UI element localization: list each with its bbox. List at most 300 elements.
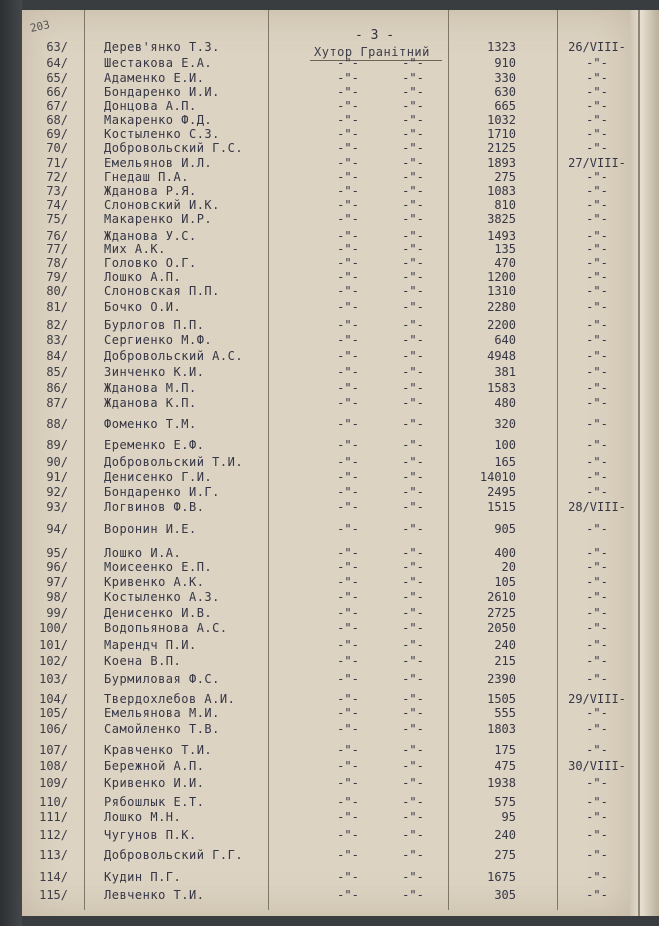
village-column-2: -"-	[402, 546, 424, 560]
person-name: Добровольский Г.Г.	[104, 848, 244, 862]
row-number: 103/	[39, 672, 68, 686]
table-row	[0, 229, 659, 243]
amount: 2390	[487, 672, 516, 686]
person-name: Кривенко А.К.	[104, 575, 205, 589]
village-column-2: -"-	[402, 212, 424, 226]
row-number: 90/	[46, 455, 68, 469]
village-column-2: -"-	[402, 654, 424, 668]
table-row	[0, 417, 659, 431]
amount: 1893	[487, 156, 516, 170]
village-column: -"-	[337, 888, 359, 902]
row-number: 74/	[46, 198, 68, 212]
person-name: Донцова А.П.	[104, 99, 197, 113]
row-number: 115/	[39, 888, 68, 902]
table-row	[0, 759, 659, 773]
person-name: Жданова Р.Я.	[104, 184, 197, 198]
amount: 275	[494, 170, 516, 184]
date: -"-	[586, 672, 608, 686]
table-row	[0, 270, 659, 284]
amount: 1493	[487, 229, 516, 243]
row-number: 76/	[46, 229, 68, 243]
row-number: 94/	[46, 522, 68, 536]
village-column-2: -"-	[402, 417, 424, 431]
row-number: 69/	[46, 127, 68, 141]
village-column: -"-	[337, 560, 359, 574]
village-column-2: -"-	[402, 621, 424, 635]
table-row	[0, 470, 659, 484]
row-number: 93/	[46, 500, 68, 514]
row-number: 104/	[39, 692, 68, 706]
amount: 2200	[487, 318, 516, 332]
date: -"-	[586, 365, 608, 379]
archive-number: 203	[28, 18, 52, 35]
village-column: -"-	[337, 300, 359, 314]
person-name: Добровольский А.С.	[104, 349, 244, 363]
row-number: 73/	[46, 184, 68, 198]
date: -"-	[586, 349, 608, 363]
date: -"-	[586, 99, 608, 113]
village-column: -"-	[337, 318, 359, 332]
village-column-2: -"-	[402, 722, 424, 736]
village-column: -"-	[337, 485, 359, 499]
table-row	[0, 71, 659, 85]
village-column: -"-	[337, 870, 359, 884]
person-name: Макаренко Ф.Д.	[104, 113, 213, 127]
table-row	[0, 560, 659, 574]
amount: 3825	[487, 212, 516, 226]
village-column: -"-	[337, 638, 359, 652]
village-column-2: -"-	[402, 759, 424, 773]
village-column-2: -"-	[402, 318, 424, 332]
row-number: 113/	[39, 848, 68, 862]
date: -"-	[586, 71, 608, 85]
row-number: 67/	[46, 99, 68, 113]
row-number: 112/	[39, 828, 68, 842]
village-column: -"-	[337, 113, 359, 127]
amount: 1323	[487, 40, 516, 54]
village-column-2: -"-	[402, 455, 424, 469]
table-row	[0, 141, 659, 155]
person-name: Емельянова М.И.	[104, 706, 220, 720]
table-row	[0, 212, 659, 226]
table-row	[0, 621, 659, 635]
village-column-2: -"-	[402, 828, 424, 842]
village-column-2: -"-	[402, 349, 424, 363]
village-column-2: -"-	[402, 470, 424, 484]
village-column: -"-	[337, 776, 359, 790]
date: -"-	[586, 318, 608, 332]
date: -"-	[586, 621, 608, 635]
table-row	[0, 333, 659, 347]
row-number: 81/	[46, 300, 68, 314]
amount: 470	[494, 256, 516, 270]
date: -"-	[586, 381, 608, 395]
village-column-2: -"-	[402, 141, 424, 155]
table-row	[0, 349, 659, 363]
person-name: Лошко М.Н.	[104, 810, 182, 824]
person-name: Бурлогов П.П.	[104, 318, 205, 332]
table-row	[0, 127, 659, 141]
village-column-2: -"-	[402, 198, 424, 212]
person-name: Коена В.П.	[104, 654, 182, 668]
date: -"-	[586, 706, 608, 720]
village-column-2: -"-	[402, 776, 424, 790]
person-name: Лошко И.А.	[104, 546, 182, 560]
person-name: Бережной А.П.	[104, 759, 205, 773]
amount: 240	[494, 638, 516, 652]
village-column: -"-	[337, 396, 359, 410]
table-row	[0, 396, 659, 410]
row-number: 87/	[46, 396, 68, 410]
village-column-2: -"-	[402, 99, 424, 113]
village-column-2: -"-	[402, 848, 424, 862]
village-column: -"-	[337, 270, 359, 284]
table-row	[0, 300, 659, 314]
village-column: -"-	[337, 500, 359, 514]
row-number: 66/	[46, 85, 68, 99]
village-column: -"-	[337, 810, 359, 824]
village-column-2: -"-	[402, 85, 424, 99]
person-name: Марендч П.И.	[104, 638, 197, 652]
date: -"-	[586, 333, 608, 347]
village-column: -"-	[337, 170, 359, 184]
date: -"-	[586, 184, 608, 198]
amount: 240	[494, 828, 516, 842]
amount: 400	[494, 546, 516, 560]
row-number: 106/	[39, 722, 68, 736]
village-column-2: -"-	[402, 672, 424, 686]
amount: 640	[494, 333, 516, 347]
village-column: -"-	[337, 470, 359, 484]
village-column: -"-	[337, 242, 359, 256]
person-name: Левченко Т.И.	[104, 888, 205, 902]
date: -"-	[586, 470, 608, 484]
person-name: Фоменко Т.М.	[104, 417, 197, 431]
table-row	[0, 85, 659, 99]
village-column: -"-	[337, 672, 359, 686]
date: -"-	[586, 638, 608, 652]
village-column-2: -"-	[402, 795, 424, 809]
row-number: 92/	[46, 485, 68, 499]
date: -"-	[586, 242, 608, 256]
table-row	[0, 606, 659, 620]
table-row	[0, 776, 659, 790]
date: -"-	[586, 56, 608, 70]
amount: 4948	[487, 349, 516, 363]
village-column: -"-	[337, 127, 359, 141]
row-number: 65/	[46, 71, 68, 85]
amount: 95	[501, 810, 516, 824]
date: 30/VIII-	[568, 759, 626, 773]
table-row	[0, 455, 659, 469]
village-column-2: -"-	[402, 396, 424, 410]
person-name: Рябошлык Е.Т.	[104, 795, 205, 809]
village-column-2: -"-	[402, 270, 424, 284]
village-column-2: -"-	[402, 870, 424, 884]
date: -"-	[586, 396, 608, 410]
village-column: -"-	[337, 455, 359, 469]
person-name: Лошко А.П.	[104, 270, 182, 284]
village-column-2: -"-	[402, 113, 424, 127]
row-number: 68/	[46, 113, 68, 127]
person-name: Твердохлебов А.И.	[104, 692, 236, 706]
person-name: Слоновский И.К.	[104, 198, 220, 212]
person-name: Еременко Е.Ф.	[104, 438, 205, 452]
person-name: Сергиенко М.Ф.	[104, 333, 213, 347]
village-column: -"-	[337, 349, 359, 363]
amount: 1200	[487, 270, 516, 284]
village-column: -"-	[337, 212, 359, 226]
amount: 1083	[487, 184, 516, 198]
table-row	[0, 672, 659, 686]
amount: 175	[494, 743, 516, 757]
amount: 105	[494, 575, 516, 589]
village-column-2: -"-	[402, 743, 424, 757]
table-row	[0, 848, 659, 862]
date: 28/VIII-	[568, 500, 626, 514]
village-column-2: -"-	[402, 284, 424, 298]
person-name: Самойленко Т.В.	[104, 722, 220, 736]
village-column: -"-	[337, 438, 359, 452]
village-column-2: -"-	[402, 71, 424, 85]
date: -"-	[586, 546, 608, 560]
row-number: 114/	[39, 870, 68, 884]
table-row	[0, 256, 659, 270]
village-column: -"-	[337, 575, 359, 589]
table-row	[0, 654, 659, 668]
village-column: -"-	[337, 546, 359, 560]
row-number: 100/	[39, 621, 68, 635]
table-row	[0, 365, 659, 379]
table-row	[0, 692, 659, 706]
date: -"-	[586, 848, 608, 862]
date: -"-	[586, 198, 608, 212]
amount: 575	[494, 795, 516, 809]
person-name: Бондаренко И.И.	[104, 85, 220, 99]
person-name: Мих А.К.	[104, 242, 166, 256]
amount: 555	[494, 706, 516, 720]
table-row	[0, 810, 659, 824]
row-number: 89/	[46, 438, 68, 452]
person-name: Слоновская П.П.	[104, 284, 220, 298]
person-name: Костыленко С.З.	[104, 127, 220, 141]
amount: 381	[494, 365, 516, 379]
row-number: 99/	[46, 606, 68, 620]
row-number: 83/	[46, 333, 68, 347]
village-column: -"-	[337, 229, 359, 243]
amount: 810	[494, 198, 516, 212]
date: -"-	[586, 522, 608, 536]
person-name: Емельянов И.Л.	[104, 156, 213, 170]
row-number: 80/	[46, 284, 68, 298]
amount: 14010	[479, 470, 516, 484]
table-row	[0, 795, 659, 809]
date: -"-	[586, 455, 608, 469]
village-column-2: -"-	[402, 381, 424, 395]
village-column-2: -"-	[402, 606, 424, 620]
village-column: -"-	[337, 722, 359, 736]
table-row	[0, 870, 659, 884]
date: -"-	[586, 828, 608, 842]
table-row	[0, 706, 659, 720]
row-number: 102/	[39, 654, 68, 668]
person-name: Костыленко А.З.	[104, 590, 220, 604]
village-column: -"-	[337, 381, 359, 395]
person-name: Кудин П.Г.	[104, 870, 182, 884]
village-column-2: -"-	[402, 300, 424, 314]
village-column: -"-	[337, 184, 359, 198]
amount: 2280	[487, 300, 516, 314]
date: -"-	[586, 795, 608, 809]
amount: 275	[494, 848, 516, 862]
amount: 100	[494, 438, 516, 452]
date: -"-	[586, 870, 608, 884]
amount: 135	[494, 242, 516, 256]
table-row	[0, 522, 659, 536]
amount: 665	[494, 99, 516, 113]
date: -"-	[586, 270, 608, 284]
amount: 475	[494, 759, 516, 773]
date: -"-	[586, 590, 608, 604]
village-column-2: -"-	[402, 170, 424, 184]
row-number: 95/	[46, 546, 68, 560]
row-number: 111/	[39, 810, 68, 824]
date: -"-	[586, 229, 608, 243]
date: -"-	[586, 606, 608, 620]
row-number: 91/	[46, 470, 68, 484]
village-column-2: -"-	[402, 500, 424, 514]
table-row	[0, 170, 659, 184]
village-column: -"-	[337, 198, 359, 212]
date: -"-	[586, 888, 608, 902]
row-number: 96/	[46, 560, 68, 574]
amount: 2610	[487, 590, 516, 604]
row-number: 98/	[46, 590, 68, 604]
person-name: Кравченко Т.И.	[104, 743, 213, 757]
person-name: Гнедаш П.А.	[104, 170, 189, 184]
date: -"-	[586, 810, 608, 824]
person-name: Добровольский Г.С.	[104, 141, 244, 155]
person-name: Бочко О.И.	[104, 300, 182, 314]
village-column: -"-	[337, 365, 359, 379]
village-column: -"-	[337, 848, 359, 862]
table-row	[0, 113, 659, 127]
amount: 305	[494, 888, 516, 902]
village-column-2: -"-	[402, 56, 424, 70]
row-number: 63/	[46, 40, 68, 54]
table-row	[0, 575, 659, 589]
village-column-2: -"-	[402, 575, 424, 589]
person-name: Бурмиловая Ф.С.	[104, 672, 220, 686]
person-name: Шестакова Е.А.	[104, 56, 213, 70]
village-column: -"-	[337, 706, 359, 720]
place-header: Хутор Гранітний	[314, 45, 430, 59]
village-column: -"-	[337, 654, 359, 668]
date: -"-	[586, 743, 608, 757]
row-number: 108/	[39, 759, 68, 773]
amount: 20	[501, 560, 516, 574]
village-column-2: -"-	[402, 638, 424, 652]
date: -"-	[586, 127, 608, 141]
amount: 2725	[487, 606, 516, 620]
village-column: -"-	[337, 71, 359, 85]
amount: 480	[494, 396, 516, 410]
table-row	[0, 56, 659, 70]
village-column-2: -"-	[402, 365, 424, 379]
table-row	[0, 500, 659, 514]
village-column: -"-	[337, 743, 359, 757]
date: -"-	[586, 722, 608, 736]
amount: 320	[494, 417, 516, 431]
table-row	[0, 381, 659, 395]
village-column-2: -"-	[402, 184, 424, 198]
village-column-2: -"-	[402, 888, 424, 902]
village-column: -"-	[337, 828, 359, 842]
table-row	[0, 743, 659, 757]
person-name: Жданова У.С.	[104, 229, 197, 243]
person-name: Зинченко К.И.	[104, 365, 205, 379]
person-name: Жданова М.П.	[104, 381, 197, 395]
village-column-2: -"-	[402, 127, 424, 141]
person-name: Кривенко И.И.	[104, 776, 205, 790]
date: -"-	[586, 575, 608, 589]
table-row	[0, 546, 659, 560]
table-row	[0, 242, 659, 256]
row-number: 88/	[46, 417, 68, 431]
person-name: Бондаренко И.Г.	[104, 485, 220, 499]
village-column-2: -"-	[402, 438, 424, 452]
date: -"-	[586, 438, 608, 452]
village-column: -"-	[337, 417, 359, 431]
amount: 1515	[487, 500, 516, 514]
village-column-2: -"-	[402, 810, 424, 824]
amount: 1938	[487, 776, 516, 790]
date: 27/VIII-	[568, 156, 626, 170]
date: -"-	[586, 560, 608, 574]
person-name: Жданова К.П.	[104, 396, 197, 410]
row-number: 101/	[39, 638, 68, 652]
row-number: 105/	[39, 706, 68, 720]
table-row	[0, 99, 659, 113]
village-column-2: -"-	[402, 242, 424, 256]
amount: 1675	[487, 870, 516, 884]
table-row	[0, 828, 659, 842]
village-column: -"-	[337, 606, 359, 620]
amount: 1505	[487, 692, 516, 706]
date: -"-	[586, 284, 608, 298]
amount: 630	[494, 85, 516, 99]
row-number: 75/	[46, 212, 68, 226]
table-row	[0, 438, 659, 452]
row-number: 78/	[46, 256, 68, 270]
date: -"-	[586, 485, 608, 499]
amount: 905	[494, 522, 516, 536]
village-column-2: -"-	[402, 706, 424, 720]
amount: 165	[494, 455, 516, 469]
village-column-2: -"-	[402, 522, 424, 536]
amount: 2125	[487, 141, 516, 155]
village-column: -"-	[337, 522, 359, 536]
village-column: -"-	[337, 256, 359, 270]
amount: 910	[494, 56, 516, 70]
village-column-2: -"-	[402, 560, 424, 574]
person-name: Водопьянова А.С.	[104, 621, 228, 635]
person-name: Денисенко Г.И.	[104, 470, 213, 484]
date: -"-	[586, 212, 608, 226]
date: -"-	[586, 776, 608, 790]
table-row	[0, 156, 659, 170]
row-number: 70/	[46, 141, 68, 155]
